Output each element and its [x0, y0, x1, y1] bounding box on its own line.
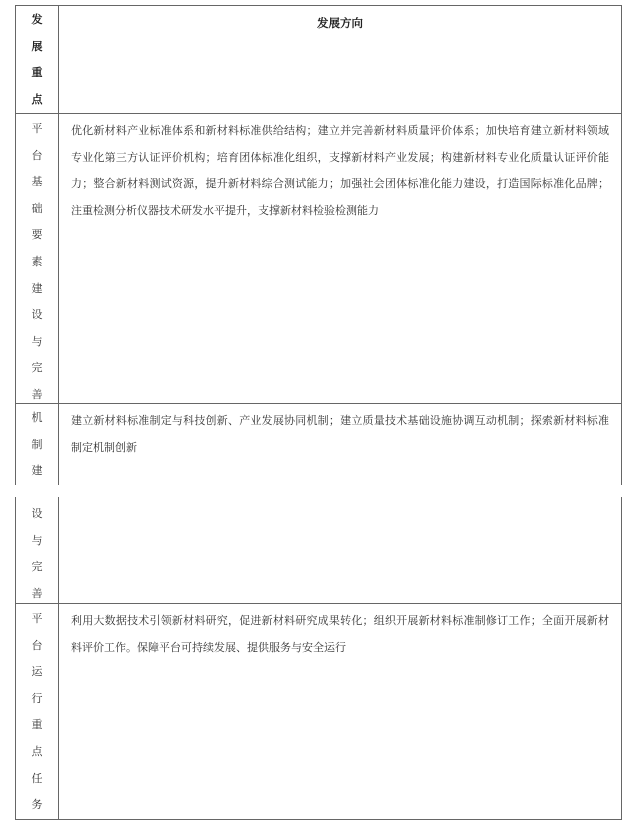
row-text: 利用大数据技术引领新材料研究，促进新材料研究成果转化；组织开展新材料标准制修订工作；全面开展新材料评价工作。保障平台可持续发展、提供服务与安全运行 [71, 614, 609, 654]
table-row [15, 403, 622, 485]
table-row [15, 113, 622, 403]
row-key-cell [15, 497, 59, 603]
table-row [15, 603, 622, 820]
row-key-cell [15, 403, 59, 485]
header-cell-focus [15, 5, 59, 113]
row-text-cell [59, 603, 622, 820]
standards-table [15, 0, 622, 834]
header-cell-direction [59, 5, 622, 113]
row-key-cell [15, 113, 59, 403]
header-direction-label: 发展方向 [317, 16, 363, 30]
row-key-label: 机制建 [31, 411, 43, 478]
row-text-cell [59, 403, 622, 485]
row-key-cell [15, 603, 59, 820]
row-text: 优化新材料产业标准体系和新材料标准供给结构；建立并完善新材料质量评价体系；加快培育建立新材料领域专业化第三方认证评价机构；培育团体标准化组织，支撑新材料产业发展；构建新材料专业化质量认证评价能力；整合新材料测试资源，提升新材料综合测试能力；加强社会团体标准化能力建设，打造国际标准化品牌；注重检测分析仪器技术研发水平提升，支撑新材料检验检测能力 [71, 124, 609, 217]
row-key-label: 平台运行重点任务 [31, 612, 43, 812]
table-header-row [15, 5, 622, 113]
row-key-label: 平台基础要素建设与完善 [31, 122, 43, 401]
row-text: 建立新材料标准制定与科技创新、产业发展协同机制；建立质量技术基础设施协调互动机制；探索新材料标准制定机制创新 [71, 414, 609, 454]
row-text-cell [59, 497, 622, 603]
row-key-label: 设与完善 [31, 507, 43, 600]
header-focus-label: 发展重点 [31, 13, 43, 106]
table-row-continued [15, 497, 622, 603]
row-text-cell [59, 113, 622, 403]
